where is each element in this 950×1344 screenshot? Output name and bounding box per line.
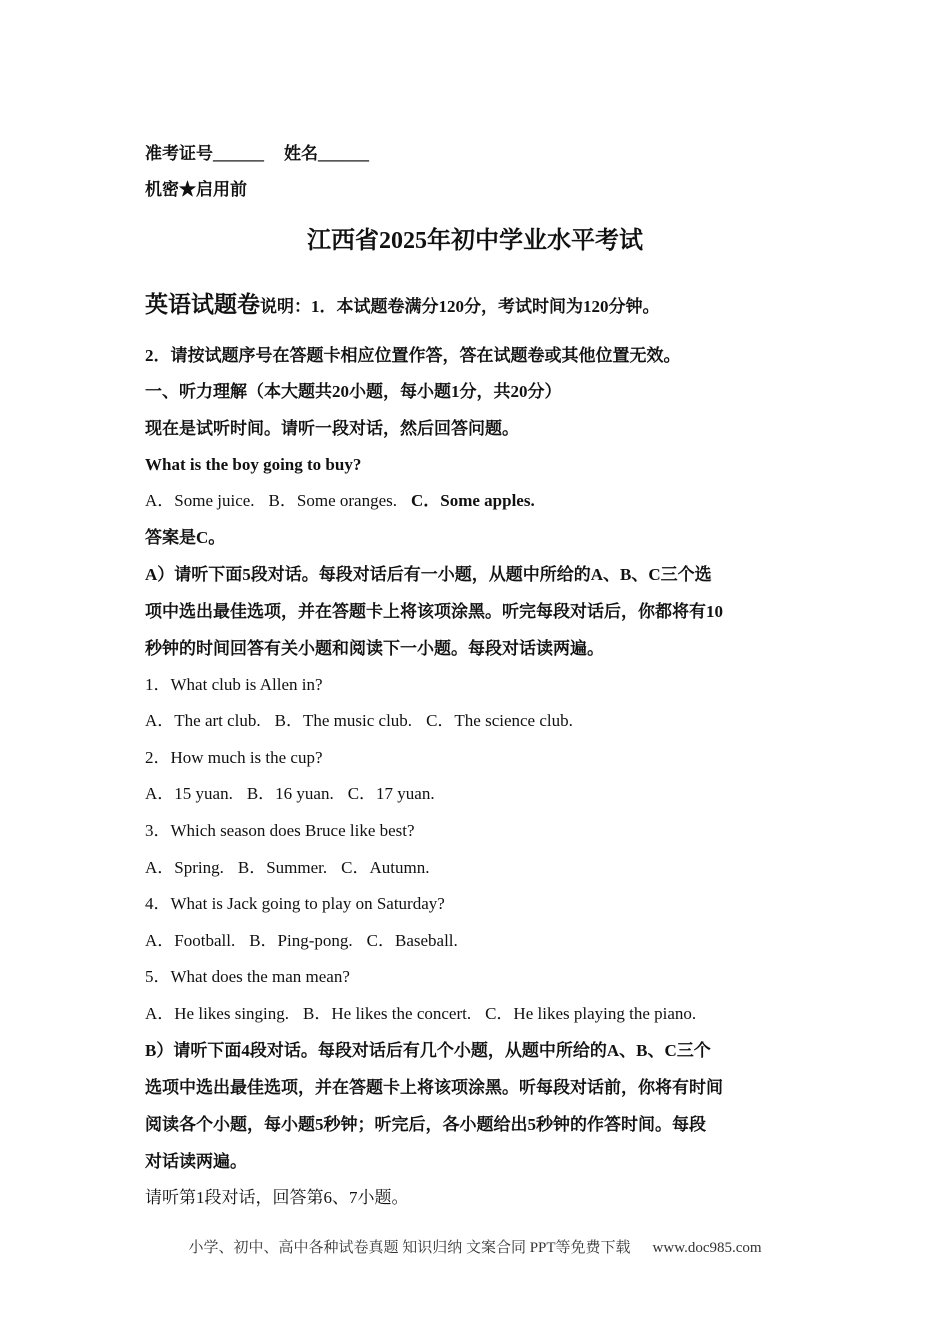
part-a-instruction-3: 秒钟的时间回答有关小题和阅读下一小题。每段对话读两遍。 [145,639,604,658]
question-2: 2．How much is the cup? [145,748,323,767]
note-2: 2．请按试题序号在答题卡相应位置作答，答在试题卷或其他位置无效。 [145,346,681,365]
q5-option-b: B．He likes the concert. [303,1004,472,1023]
trial-options [145,489,535,513]
part-b-instruction-1: B）请听下面4段对话。每段对话后有几个小题，从题中所给的A、B、C三个 [145,1041,711,1060]
trial-answer: 答案是C。 [145,528,226,547]
q1-option-b: B．The music club. [274,711,413,730]
q5-option-a: A．He likes singing. [145,1004,290,1023]
trial-option-b: B．Some oranges. [268,491,397,510]
question-1: 1．What club is Allen in? [145,675,323,694]
trial-intro: 现在是试听时间。请听一段对话，然后回答问题。 [145,419,519,438]
dialog-1-instruction: 请听第1段对话，回答第6、7小题。 [145,1188,409,1207]
q2-option-b: B．16 yuan. [246,784,334,803]
question-3-options [145,856,429,880]
footer-site-link[interactable]: www.doc985.com [652,1240,762,1256]
exam-header-line [145,142,369,166]
trial-option-a: A．Some juice. [145,491,255,510]
q3-option-a: A．Spring. [145,858,224,877]
q3-option-b: B．Summer. [237,858,328,877]
q3-option-c: C．Autumn. [341,858,430,877]
name-label: 姓名______ [284,144,369,163]
part-b-instruction-3: 阅读各个小题，每小题5秒钟；听完后，各小题给出5秒钟的作答时间。每段 [145,1115,706,1134]
page-footer [0,1236,950,1257]
confidential-mark: 机密★启用前 [145,180,247,199]
part-b-instruction-2: 选项中选出最佳选项，并在答题卡上将该项涂黑。听每段对话前，你将有时间 [145,1078,723,1097]
subtitle-big: 英语试题卷 [145,292,260,317]
exam-id-label: 准考证号______ [145,144,264,163]
footer-text: 小学、初中、高中各种试卷真题 知识归纳 文案合同 PPT等免费下载 [188,1240,631,1256]
question-5: 5．What does the man mean? [145,967,350,986]
q2-option-c: C．17 yuan. [347,784,435,803]
subtitle-line [145,290,660,322]
q4-option-a: A．Football. [145,931,236,950]
q4-option-b: B．Ping-pong. [249,931,353,950]
question-2-options [145,782,435,806]
part-a-instruction-2: 项中选出最佳选项，并在答题卡上将该项涂黑。听完每段对话后，你都将有10 [145,602,723,621]
question-4: 4．What is Jack going to play on Saturday? [145,894,445,913]
section-1-heading: 一、听力理解（本大题共20小题，每小题1分，共20分） [145,382,562,401]
question-4-options [145,929,458,953]
q1-option-c: C．The science club. [426,711,573,730]
q2-option-a: A．15 yuan. [145,784,233,803]
question-5-options [145,1002,696,1026]
trial-option-c: C．Some apples. [410,491,535,510]
question-3: 3．Which season does Bruce like best? [145,821,415,840]
q1-option-a: A．The art club. [145,711,261,730]
page-title: 江西省2025年初中学业水平考试 [307,228,643,254]
note-1: 说明：1．本试题卷满分120分，考试时间为120分钟。 [260,297,660,316]
question-1-options [145,709,573,733]
q5-option-c: C．He likes playing the piano. [485,1004,697,1023]
part-a-instruction-1: A）请听下面5段对话。每段对话后有一小题，从题中所给的A、B、C三个选 [145,565,712,584]
trial-question: What is the boy going to buy? [145,455,362,474]
q4-option-c: C．Baseball. [366,931,458,950]
part-b-instruction-4: 对话读两遍。 [145,1152,247,1171]
